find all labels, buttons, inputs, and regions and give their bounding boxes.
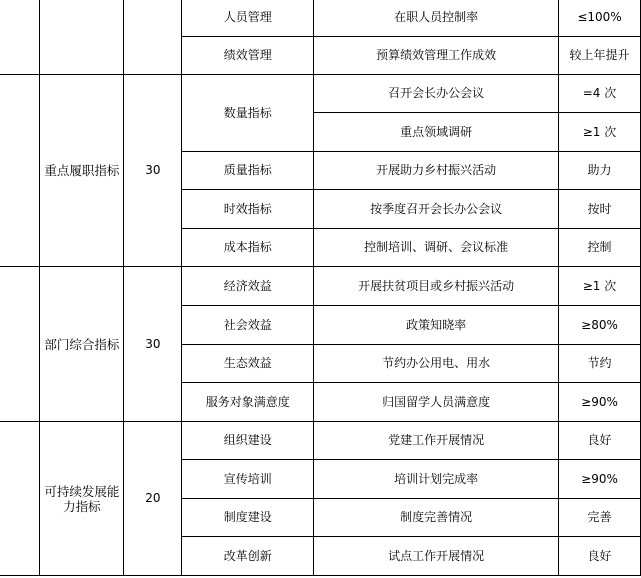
subcategory-cell: 人员管理 <box>182 0 314 37</box>
target-cell: 较上年提升 <box>559 37 641 75</box>
category-cell <box>40 0 124 75</box>
indicator-cell: 开展扶贫项目或乡村振兴活动 <box>314 267 559 306</box>
indicator-cell: 归国留学人员满意度 <box>314 383 559 422</box>
weight-cell <box>124 0 182 75</box>
indicator-cell: 政策知晓率 <box>314 306 559 345</box>
indicator-cell: 试点工作开展情况 <box>314 537 559 576</box>
left-margin-cell <box>0 75 40 267</box>
indicator-cell: 制度完善情况 <box>314 499 559 537</box>
weight-cell: 30 <box>124 267 182 422</box>
indicator-cell: 重点领域调研 <box>314 113 559 152</box>
subcategory-cell: 绩效管理 <box>182 37 314 75</box>
category-cell: 部门综合指标 <box>40 267 124 422</box>
subcategory-cell: 成本指标 <box>182 229 314 267</box>
subcategory-cell: 组织建设 <box>182 422 314 460</box>
target-cell: 完善 <box>559 499 641 537</box>
target-cell: 按时 <box>559 190 641 229</box>
weight-cell: 30 <box>124 75 182 267</box>
subcategory-cell: 数量指标 <box>182 75 314 152</box>
target-cell: ≥90% <box>559 383 641 422</box>
subcategory-cell: 宣传培训 <box>182 460 314 499</box>
subcategory-cell: 社会效益 <box>182 306 314 345</box>
target-cell: =4 次 <box>559 75 641 113</box>
target-cell: ≤100% <box>559 0 641 37</box>
bottom-rule <box>0 575 641 576</box>
target-cell: ≥80% <box>559 306 641 345</box>
indicator-cell: 开展助力乡村振兴活动 <box>314 152 559 190</box>
table-row <box>0 267 641 306</box>
weight-cell: 20 <box>124 422 182 576</box>
table-row <box>0 422 641 460</box>
subcategory-cell: 质量指标 <box>182 152 314 190</box>
indicator-cell: 预算绩效管理工作成效 <box>314 37 559 75</box>
left-margin-cell <box>0 422 40 576</box>
indicator-cell: 召开会长办公会议 <box>314 75 559 113</box>
target-cell: 良好 <box>559 422 641 460</box>
subcategory-cell: 制度建设 <box>182 499 314 537</box>
target-cell: 控制 <box>559 229 641 267</box>
subcategory-cell: 生态效益 <box>182 345 314 383</box>
subcategory-cell: 经济效益 <box>182 267 314 306</box>
indicator-cell: 培训计划完成率 <box>314 460 559 499</box>
target-cell: 良好 <box>559 537 641 576</box>
subcategory-cell: 服务对象满意度 <box>182 383 314 422</box>
indicator-cell: 党建工作开展情况 <box>314 422 559 460</box>
target-cell: ≥1 次 <box>559 113 641 152</box>
target-cell: 节约 <box>559 345 641 383</box>
table-row <box>0 75 641 113</box>
left-margin-cell <box>0 0 40 75</box>
category-cell: 重点履职指标 <box>40 75 124 267</box>
table-row <box>0 0 641 37</box>
indicator-cell: 在职人员控制率 <box>314 0 559 37</box>
target-cell: 助力 <box>559 152 641 190</box>
subcategory-cell: 改革创新 <box>182 537 314 576</box>
target-cell: ≥1 次 <box>559 267 641 306</box>
left-margin-cell <box>0 267 40 422</box>
target-cell: ≥90% <box>559 460 641 499</box>
category-cell: 可持续发展能力指标 <box>40 422 124 576</box>
subcategory-cell: 时效指标 <box>182 190 314 229</box>
indicator-cell: 控制培训、调研、会议标准 <box>314 229 559 267</box>
indicator-cell: 节约办公用电、用水 <box>314 345 559 383</box>
indicator-cell: 按季度召开会长办公会议 <box>314 190 559 229</box>
